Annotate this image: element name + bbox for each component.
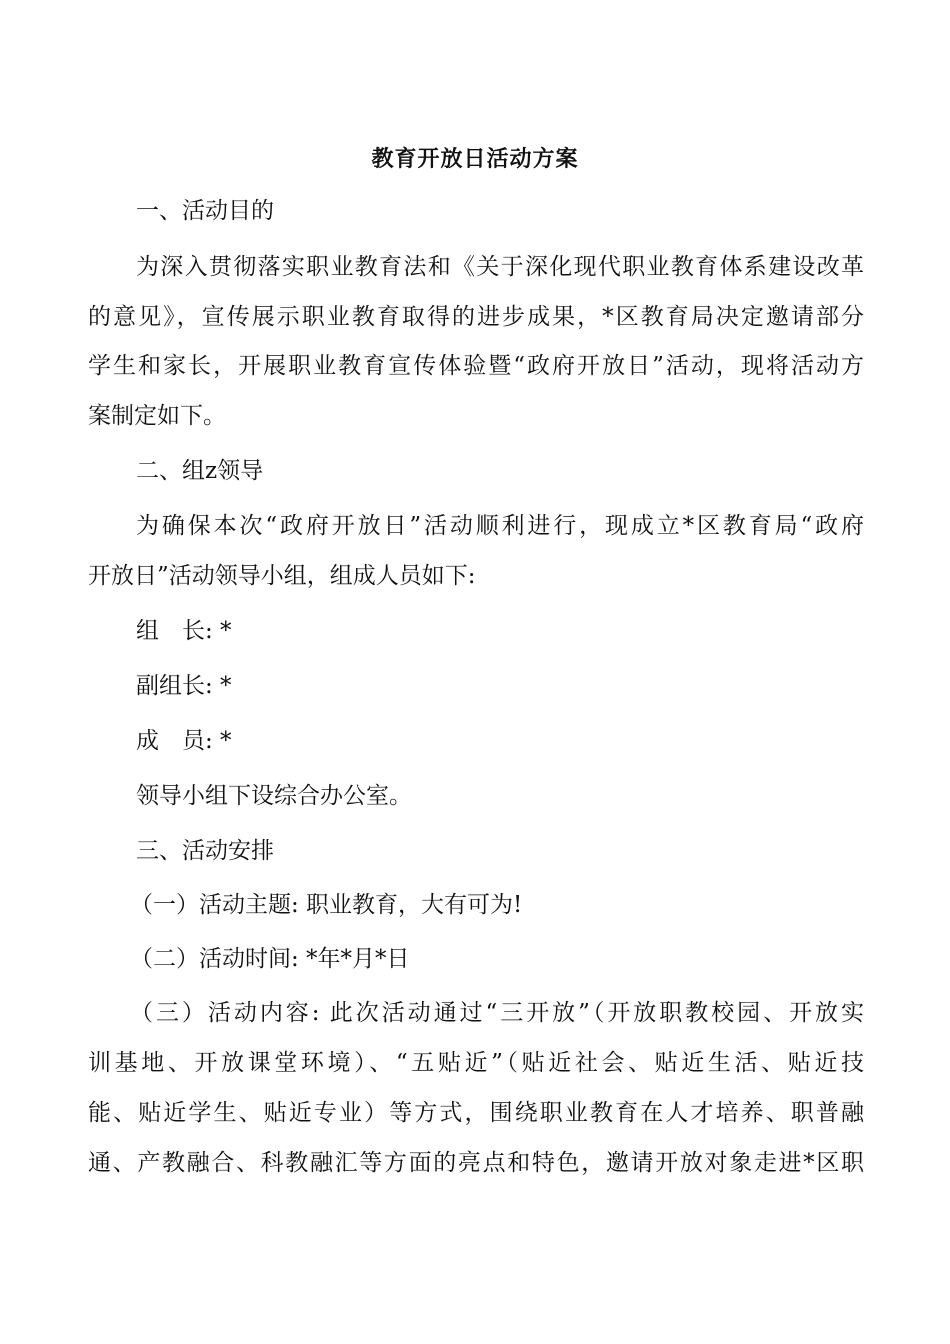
paragraph-line: 训基地、开放课堂环境）、“五贴近”（贴近社会、贴近生活、贴近技 — [88, 1050, 864, 1076]
paragraph-line: 为确保本次“政府开放日”活动顺利进行，现成立*区教育局“政府 — [136, 513, 864, 539]
paragraph-line: 领导小组下设综合办公室。 — [136, 783, 412, 809]
activity-time: （二）活动时间: *年*月*日 — [130, 946, 410, 972]
section-heading-2: 二、组z领导 — [136, 458, 264, 484]
member-leader: 组 长: * — [136, 618, 232, 644]
paragraph-line: 的意见》，宣传展示职业教育取得的进步成果，*区教育局决定邀请部分 — [88, 304, 864, 330]
member-members: 成 员: * — [136, 728, 232, 754]
paragraph-line: 为深入贯彻落实职业教育法和《关于深化现代职业教育体系建设改革 — [136, 254, 864, 280]
paragraph-line: 学生和家长，开展职业教育宣传体验暨“政府开放日”活动，现将活动方 — [88, 353, 864, 379]
section-heading-1: 一、活动目的 — [136, 198, 274, 224]
activity-content: （三）活动内容: 此次活动通过“三开放”（开放职教校园、开放实 — [130, 1000, 864, 1026]
paragraph-line: 开放日”活动领导小组，组成人员如下: — [88, 563, 476, 589]
paragraph-line: 案制定如下。 — [88, 403, 226, 429]
paragraph-line: 通、产教融合、科教融汇等方面的亮点和特色，邀请开放对象走进*区职 — [88, 1150, 864, 1176]
paragraph-line: 能、贴近学生、贴近专业）等方式，围绕职业教育在人才培养、职普融 — [88, 1100, 864, 1126]
document-title: 教育开放日活动方案 — [371, 146, 579, 172]
section-heading-3: 三、活动安排 — [136, 838, 274, 864]
member-deputy-leader: 副组长: * — [136, 673, 232, 699]
activity-theme: （一）活动主题: 职业教育，大有可为! — [130, 892, 523, 918]
